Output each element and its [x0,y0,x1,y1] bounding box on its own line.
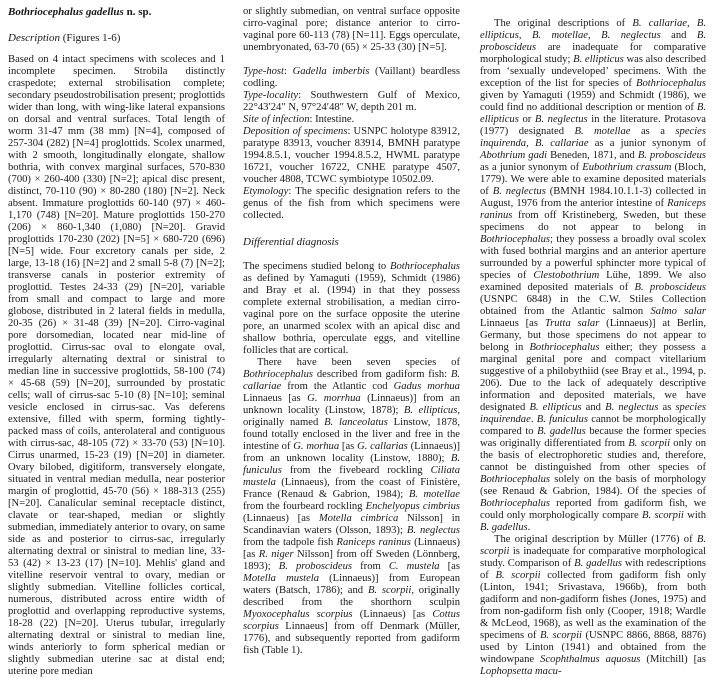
text-run: , [588,30,602,41]
italic-run: Gadus morhua [393,381,460,392]
text-run: (Linnaeus) [as [352,609,433,620]
italic-run: Type-host [243,66,284,77]
description-paragraph [8,54,225,678]
text-run: Linnaeus [as [243,393,308,404]
italic-run: G. morhua [293,441,340,452]
description-heading-suffix: (Figures 1-6) [59,32,121,44]
site-of-infection [243,114,460,126]
text-run: : Southwestern Gulf of Mexico, 22°43′24″ N, 97°24′48″ W, depth 201 m. [243,90,460,113]
right-paragraph-2 [480,534,706,678]
text-run: described from gadiform fish: [313,369,451,380]
italic-run: Bothriocephalus [635,78,706,89]
type-info-block [243,66,460,222]
text-run: , originally named [243,405,460,428]
text-run: [as [339,441,358,452]
italic-run: B. funiculus [536,414,588,425]
text-run: solely on the basis of morphology (see Renaud & Gabrion, 1984). Of the species of [480,474,706,497]
text-run: and [660,30,697,41]
italic-run: B. motellae [531,30,589,41]
italic-run: B. neglectus [601,30,661,41]
italic-run: Raniceps raninus [336,537,411,548]
italic-run: B. scorpii [642,510,684,521]
italic-run: B. gadellus [537,426,586,437]
italic-run: Bothriocephalus [389,261,460,272]
italic-run: Bothriocephalus [243,369,314,380]
italic-run: B. proboscideus [480,30,707,53]
differential-paragraph-1 [243,261,460,357]
italic-run: Myoxocephalus scorpius [243,609,353,620]
type-host [243,66,460,90]
italic-run: Enchelyopus cimbrius [365,501,461,512]
text-run: was also described from ‘sexually undeveloped’ specimens. With the exception of the list for species of [480,54,707,89]
text-run: Nilsson] in Scandinavian waters (Olsson, 1893); [243,513,460,536]
italic-run: C. mustela [388,561,440,572]
text-run: Based on 4 intact specimens with scoleces and 1 incomplete specimen. Strobila distinctly craspedote; external strobilisation complete; secondary pseudostrobilisation present; proglottids wider than long, with wing-like lateral expansions on dorsal and ventral surfaces. Total length of worm 31-47 mm (38 mm) [N=4], composed of 257-304 (282) [N=4] proglottids. Scolex unarmed, with 2 smooth, longitudinally elongate, shallow bothria, with convex marginal surfaces, 570-830 (700) × 260-400 (330) [N=2]; apical disc present, distinct, 70-110 (90) × 80-280 (180) [N=2]. Neck absent. Immature proglottids 60-140 (97) × 460-1,170 (748) [N=20]. Mature proglottids 150-270 (206) × 860-1,340 (1,080) [N=20]. Gravid proglottids 170-230 (202) [N=5] × 680-720 (696) [N=5] wide. Four excretory canals per side, 2 large, 13-18 (16) [N=2] and 2 small 5-8 (7) [N=2]; transverse canals in posterior extremity of proglottid. Testes 24-33 (29) [N=20], variable from small and compact to large and more globose, distributed in 2 lateral fields in medulla, 20-35 (26) × 31-48 (39) [N=20]. Cirro-vaginal pore dorsomedian, located near mid-line of proglottid. Cirrus-sac oval to elongate oval, irregularly alternating dextral or sinistral to median line in successive proglottids, 58-100 (74) × 45-68 (59) [N=20], surrounded by prostatic cells; wall of cirrus-sac 5-10 (8) [N=10]; seminal vesicle enclosed in cirrus-sac. Vas deferens extensive, filled with sperm, forming tightly-packed mass of coils, anterolateral and contiguous with cirrus-sac, 48-105 (72) × 33-70 (53) [N=10]. Cirrus unarmed, 15-23 (19) [N=20] in diameter. Ovary bilobed, digitiform, transversely elongate, situated in ventral median medulla, near posterior margin of proglottid, 45-70 (56) × 188-313 (255) [N=20]. Canalicular seminal receptacle distinct, clavate or tear-shaped, median or slightly submedian, immediately anterior to ovary, on same side as and posterior to cirrus-sac, irregularly alternating dextral or sinistral to median line, 33-53 (42) × 13-23 (17) [N=10]. Mehlis' gland and vitelline reservoir ventral to ovary, median or slightly submedian. Vitelline follicles cortical, numerous, distributed across entire width of proglottid and overlapping reproductive systems, 18-28 (22) [N=20]. Uterus tubular, irregularly alternating dextral or sinistral to median line, winds anteriorly to form spherical median or slightly submedian uterine sac at distal end; uterine pore median [8,54,226,677]
text-run: (USNPC 6848) in the C.W. Stiles Collection obtained from the Atlantic salmon [480,294,706,317]
text-run: from the fivebeard rockling [281,465,431,476]
italic-run: B. proboscideus [637,150,706,161]
column-right [480,18,706,678]
description-heading-italic: Description [8,32,60,44]
italic-run: Motella cimbrica [318,513,399,524]
italic-run: Etymology [243,186,289,197]
text-run: : The specific designation refers to the genus of the fish from which specimens were collected. [243,186,460,221]
italic-run: B. ellipticus [529,402,582,413]
column-left [8,6,225,678]
text-run: , [687,18,697,29]
text-run: Linnaeus] from off Denmark (Müller, 1776), and subsequently reported from gadiform fish (Table 1). [243,621,460,656]
text-run: There have been seven species of [257,357,460,368]
text-run: or slightly submedian, on ventral surface opposite cirro-vaginal pore; distance anterior to cirro-vaginal pore 60-113 (78) [N=11]. Eggs operculate, unembryonated, 63-70 (65) × 25-33 (30) [N=5]. [243,6,460,53]
text-run: (Vaillant) beardless codling. [243,66,461,89]
italic-run: B. neglectus [605,402,659,413]
italic-run: B. motellae [574,126,631,137]
species-title [8,6,225,18]
italic-run: Abothrium gadi [480,150,548,161]
text-run: Lühe, 1899. We also examined deposited materials of [480,270,706,293]
italic-run: B. funiculus [243,453,460,476]
species-title-suffix: n. sp. [123,6,152,18]
italic-run: Bothriocephalus [480,498,551,509]
type-locality [243,90,460,114]
text-run: as defined by Yamaguti (1959), Schmidt (1986) and Bray et al. (1994) in that they possess complete external strobilisation, a median cirro-vaginal pore on the surface opposite the uterine pore, an unarmed scolex with an apical disc and shallow bothria, operculate eggs, and vitelline follicles that are cortical. [243,273,460,356]
text-run: reported from gadiform fish, we could only morphologically compare [480,498,706,521]
text-run: Nilsson] from off Sweden (Lönnberg, 1893); [243,549,460,572]
text-run: . [527,522,531,533]
italic-run: Salmo salar [650,306,706,317]
column-middle [243,6,460,657]
italic-run: B. lanceolatus [324,417,388,428]
description-heading [8,32,225,44]
italic-run: B. ellipticus [480,102,706,125]
text-run: with [683,510,706,521]
italic-run: Deposition of specimens [243,126,348,137]
text-run: from [352,561,389,572]
italic-run: species inquirenda [480,126,706,149]
italic-run: Eubothrium crassum [582,162,672,173]
differential-diagnosis-heading-text: Differential diagnosis [243,236,339,248]
text-run: Beneden, 1871, and [547,150,638,161]
italic-run: B. proboscideus [634,282,707,293]
text-run: from off Kristineberg, Sweden, but these specimens do not appear to belong in [480,210,706,233]
italic-run: B. ellipticus [573,54,624,65]
italic-run: B. neglectus [406,525,460,536]
text-run: (Linnaeus)] from European waters (Batsch, 1786); and [243,573,460,596]
italic-run: Scophthalmus aquosus [540,654,641,665]
text-run: from the tadpole fish [243,537,337,548]
right-paragraph-1 [480,18,706,534]
text-run: . [530,414,537,425]
text-run: (Bloch, 1779). We were able to examine deposited materials of [480,162,707,197]
text-run: are inadequate for comparative morphological study; [480,42,706,65]
italic-run: Trutta salar [544,318,600,329]
text-run: or [518,114,535,125]
italic-run: B. callariae [534,138,589,149]
italic-run: B. scorpii [495,570,541,581]
text-run: because the former species was originally differentiated from [480,426,706,449]
italic-run: G. callarias [357,441,408,452]
italic-run: Raniceps raninus [480,198,706,221]
italic-run: Site of infection [243,114,310,125]
text-run: only on the basis of electrophoretic studies and, therefore, cannot be distinguished from other species of [480,438,706,473]
description-continued-paragraph [243,6,460,54]
deposition-of-specimens [243,126,460,186]
text-run: (Linnaeus) [as [243,513,319,524]
text-run: and [581,402,606,413]
text-run: as [658,402,676,413]
italic-run: B. gadellus [574,558,623,569]
text-run: in the literature. Protasova (1977) designated [480,114,707,137]
text-run: , [526,138,535,149]
text-run: (Linnaeus), from the coast of Finistère, France (Renaud & Gabrion, 1984); [243,477,460,500]
italic-run: B. scorpii [480,534,706,557]
text-run: , originally described from the shorthorn sculpin [243,585,460,608]
text-run: given by Yamaguti (1959) and Schmidt (1986), we could find no additional description or mention of [480,90,706,113]
text-run: [as [439,561,460,572]
italic-run: B. callariae [243,369,460,392]
text-run: (BMNH 1984.10.1.1-3) collected in August, 1976 from the anterior intestine of [480,186,706,209]
italic-run: Bothriocephalus [529,342,600,353]
text-run: as a junior synonym of [480,162,583,173]
italic-run: B. proboscideus [278,561,353,572]
italic-run: B. scorpii [367,585,412,596]
text-run: with redescriptions of [480,558,706,581]
text-run: (Linnaeus) [as [243,537,460,560]
text-run: The original description by Müller (1776) of [494,534,697,545]
text-run: as a [630,126,676,137]
italic-run: B. callariae [632,18,687,29]
text-run: Linnaeus [as [480,318,545,329]
species-title-italic: Bothriocephalus gadellus [8,6,124,18]
text-run: , [518,30,532,41]
text-run: either; they possess a marginal genital pore and compact vitellarium suggestive of a philobythiid (see Bray et al., 1994, p. 206). Due to the lack of adequately descriptive information and deposited materials, we have designated [480,342,706,413]
text-run: cannot be morphologically compared to [480,414,706,437]
text-run: (Mitchill) [as [640,654,707,665]
italic-run: species inquirendae [480,402,707,425]
text-run: from the Atlantic cod [281,381,394,392]
text-run: The original descriptions of [494,18,633,29]
italic-run: B. gadellus [480,522,528,533]
italic-run: G. morrhua [307,393,361,404]
italic-run: Bothriocephalus [480,474,551,485]
text-run: collected from gadiform fish only (Linton, 1941; Srivastava, 1966b), from both gadiform and non-gadiform fishes (Jones, 1975) and from non-gadiform fish only (Cooper, 1918; Wardle & McLeod, 1968), as well as the examination of the specimens of [480,570,706,641]
italic-run: B. ellipticus [403,405,458,416]
text-run: Linstow, 1878, found totally enclosed in the liver and free in the intestine of [243,417,460,452]
text-run: : Intestine. [309,114,355,125]
italic-run: B. scorpii [628,438,671,449]
italic-run: R. niger [258,549,294,560]
italic-run: B. neglectus [534,114,588,125]
italic-run: Lophopsetta macu- [480,666,562,677]
differential-paragraph-2 [243,357,460,657]
text-run: (Linnaeus)] from an unknown locality (Linstow, 1880); [243,441,461,464]
italic-run: B. motellae [408,489,460,500]
italic-run: B. neglectus [492,186,546,197]
italic-run: Type-locality [243,90,299,101]
text-run: : [284,66,293,77]
italic-run: Motella mustela [243,573,320,584]
italic-run: Clestobothrium [533,270,600,281]
italic-run: B. scorpii [539,630,582,641]
text-run: is inadequate for comparative morphological study. Comparison of [480,546,706,569]
etymology [243,186,460,222]
text-run: (USNPC 8866, 8868, 8876) used by Linton (1941) and obtained from the windowpane [480,630,706,665]
text-run: as a junior synonym of [588,138,706,149]
text-run: from the fourbeard rockling [243,501,366,512]
text-run: (Linnaeus)] at Berlin, Germany, but those specimens do not appear to belong in [480,318,706,353]
italic-run: Gadella imberbis [292,66,370,77]
italic-run: Ciliata mustela [243,465,460,488]
italic-run: Bothriocephalus [480,234,551,245]
text-run: ; they possess a broadly oval scolex with fused bothrial margins and an anterior aperture surrounded by a powerful sphincter more typical of species of [480,234,706,281]
text-run: : USNPC holotype 83912, paratype 83913, voucher 83914, BMNH paratype 1994.8.5.1, voucher 1994.8.5.2, HWML paratype 16721, voucher 16722, CNHE paratype 4507, voucher 4808, TCWC symbiotype 10502.09. [243,126,460,185]
text-run: (Linnaeus)] from an unknown locality (Linstow, 1878); [243,393,461,416]
differential-diagnosis-heading [243,236,460,248]
italic-run: Cottus scorpius [243,609,460,632]
italic-run: B. ellipticus [480,18,707,41]
text-run: The specimens studied belong to [243,261,390,272]
